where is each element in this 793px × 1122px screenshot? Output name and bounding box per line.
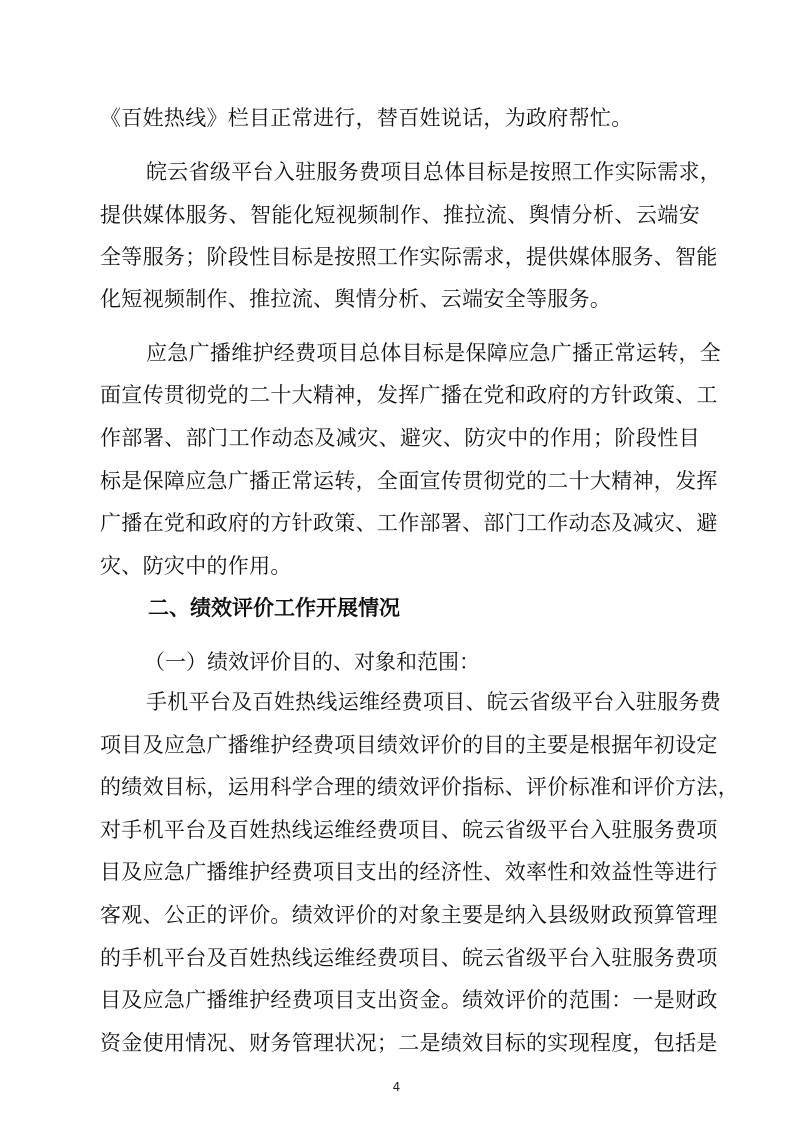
paragraph-3-line-2: 面宣传贯彻党的二十大精神，发挥广播在党和政府的方针政策、工 (100, 383, 718, 407)
paragraph-1-line-1: 《百姓热线》栏目正常进行，替百姓说话，为政府帮忙。 (100, 106, 633, 130)
paragraph-2-line-4: 化短视频制作、推拉流、舆情分析、云端安全等服务。 (100, 287, 612, 311)
page-number: 4 (392, 1080, 401, 1094)
paragraph-3-line-1: 应急广播维护经费项目总体目标是保障应急广播正常运转，全 (146, 341, 722, 365)
paragraph-4-line-6: 客观、公正的评价。绩效评价的对象主要是纳入县级财政预算管理 (100, 903, 718, 927)
paragraph-3-line-3: 作部署、部门工作动态及减灾、避灾、防灾中的作用；阶段性目 (100, 426, 700, 450)
section-heading: 二、绩效评价工作开展情况 (148, 596, 400, 620)
paragraph-4-line-3: 的绩效目标，运用科学合理的绩效评价指标、评价标准和评价方法， (100, 775, 739, 799)
paragraph-3-line-4: 标是保障应急广播正常运转，全面宣传贯彻党的二十大精神，发挥 (100, 469, 718, 493)
paragraph-4-line-8: 目及应急广播维护经费项目支出资金。绩效评价的范围：一是财政 (100, 988, 718, 1012)
paragraph-4-line-5: 目及应急广播维护经费项目支出的经济性、效率性和效益性等进行 (100, 860, 718, 884)
paragraph-4-line-2: 项目及应急广播维护经费项目绩效评价的目的主要是根据年初设定 (100, 733, 718, 757)
paragraph-3-line-6: 灾、防灾中的作用。 (100, 554, 292, 578)
paragraph-2-line-3: 全等服务；阶段性目标是按照工作实际需求，提供媒体服务、智能 (100, 245, 718, 269)
paragraph-4-line-9: 资金使用情况、财务管理状况；二是绩效目标的实现程度，包括是 (100, 1031, 718, 1055)
paragraph-2-line-2: 提供媒体服务、智能化短视频制作、推拉流、舆情分析、云端安 (100, 203, 700, 227)
paragraph-4-line-7: 的手机平台及百姓热线运维经费项目、皖云省级平台入驻服务费项 (100, 946, 718, 970)
paragraph-4-line-4: 对手机平台及百姓热线运维经费项目、皖云省级平台入驻服务费项 (100, 818, 718, 842)
paragraph-2-line-1: 皖云省级平台入驻服务费项目总体目标是按照工作实际需求， (146, 160, 722, 184)
paragraph-4-line-1: 手机平台及百姓热线运维经费项目、皖云省级平台入驻服务费 (146, 690, 722, 714)
paragraph-3-line-5: 广播在党和政府的方针政策、工作部署、部门工作动态及减灾、避 (100, 511, 718, 535)
subsection-heading: （一）绩效评价目的、对象和范围： (144, 650, 480, 674)
